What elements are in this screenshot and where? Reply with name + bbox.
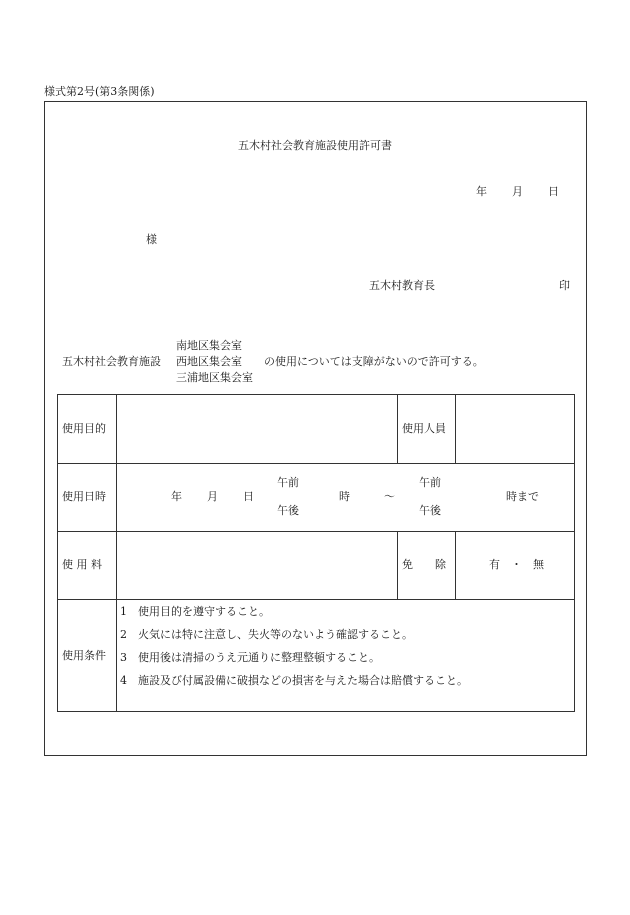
date-year-label: 年 (476, 185, 487, 198)
column-divider (397, 395, 398, 463)
conditions-list (116, 599, 574, 711)
condition-number: 1 (120, 605, 127, 618)
date-day-label: 日 (548, 185, 559, 198)
dt-day-label: 日 (243, 490, 254, 503)
condition-item (120, 674, 468, 688)
condition-number: 2 (120, 628, 127, 641)
row-divider (58, 463, 574, 464)
condition-text: 使用後は清掃のうえ元通りに整理整頓すること。 (138, 651, 380, 664)
column-divider (455, 395, 456, 463)
condition-text: 火気には特に注意し、失火等のないよう確認すること。 (138, 628, 413, 641)
issuer-title: 五木村教育長 (369, 279, 435, 292)
fee-label: 使 用 料 (62, 558, 102, 571)
form-number-label: 様式第2号(第3条関係) (44, 85, 155, 98)
conditions-label: 使用条件 (62, 649, 106, 662)
column-divider (397, 531, 398, 599)
purpose-label: 使用目的 (62, 422, 106, 435)
yes-no-choice: 有 ・ 無 (489, 558, 544, 571)
end-hour-label: 時まで (506, 490, 539, 503)
document-title: 五木村社会教育施設使用許可書 (238, 139, 392, 152)
condition-text: 使用目的を遵守すること。 (138, 605, 270, 618)
start-hour-label: 時 (339, 490, 350, 503)
start-pm-label: 午後 (277, 504, 299, 517)
condition-number: 3 (120, 651, 127, 664)
recipient-honorific: 様 (146, 233, 157, 246)
permission-statement: の使用については支障がないので許可する。 (264, 355, 484, 368)
end-pm-label: 午後 (419, 504, 441, 517)
participants-label: 使用人員 (402, 422, 446, 435)
exemption-label: 免 除 (402, 558, 446, 571)
hall-option-south: 南地区集会室 (176, 339, 242, 352)
condition-item (120, 651, 380, 665)
condition-item (120, 605, 270, 619)
condition-item (120, 628, 413, 642)
row-divider (58, 531, 574, 532)
condition-text: 施設及び付属設備に破損などの損害を与えた場合は賠償すること。 (138, 674, 468, 687)
seal-mark: 印 (559, 279, 570, 292)
dt-year-label: 年 (171, 490, 182, 503)
hall-option-west: 西地区集会室 (176, 355, 242, 368)
dt-month-label: 月 (207, 490, 218, 503)
range-tilde: ～ (384, 490, 395, 503)
end-am-label: 午前 (419, 476, 441, 489)
datetime-label: 使用日時 (62, 490, 106, 503)
column-divider (455, 531, 456, 599)
hall-option-miura: 三浦地区集会室 (176, 371, 253, 384)
start-am-label: 午前 (277, 476, 299, 489)
date-month-label: 月 (512, 185, 523, 198)
permit-table (57, 394, 575, 712)
condition-number: 4 (120, 674, 127, 687)
facility-type: 五木村社会教育施設 (62, 355, 161, 368)
